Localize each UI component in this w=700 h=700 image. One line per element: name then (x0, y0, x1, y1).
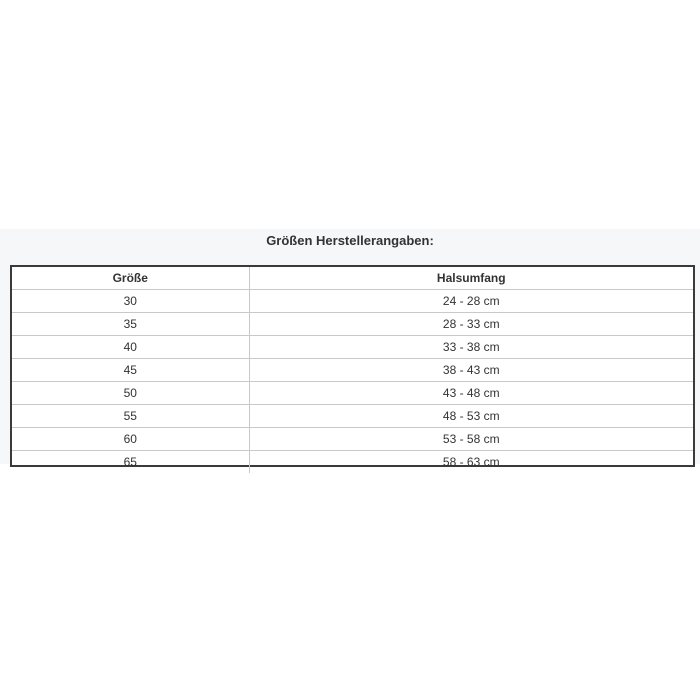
neck-circumference-cell: 53 - 58 cm (249, 428, 693, 451)
neck-circumference-cell: 24 - 28 cm (249, 290, 693, 313)
table-row (12, 382, 693, 405)
size-cell: 35 (12, 313, 249, 336)
size-table (12, 267, 693, 473)
table-row (12, 428, 693, 451)
neck-circumference-cell: 48 - 53 cm (249, 405, 693, 428)
table-row (12, 451, 693, 474)
column-header-neck-circumference: Halsumfang (249, 267, 693, 290)
size-cell: 55 (12, 405, 249, 428)
size-cell: 40 (12, 336, 249, 359)
size-cell: 60 (12, 428, 249, 451)
size-cell: 50 (12, 382, 249, 405)
size-cell: 30 (12, 290, 249, 313)
neck-circumference-cell: 28 - 33 cm (249, 313, 693, 336)
table-row (12, 313, 693, 336)
table-row (12, 405, 693, 428)
size-cell: 65 (12, 451, 249, 474)
neck-circumference-cell: 38 - 43 cm (249, 359, 693, 382)
table-row (12, 336, 693, 359)
column-header-size: Größe (12, 267, 249, 290)
neck-circumference-cell: 43 - 48 cm (249, 382, 693, 405)
size-table-container (10, 265, 695, 467)
table-row (12, 359, 693, 382)
size-cell: 45 (12, 359, 249, 382)
neck-circumference-cell: 33 - 38 cm (249, 336, 693, 359)
table-row (12, 290, 693, 313)
table-caption: Größen Herstellerangaben: (266, 233, 434, 248)
neck-circumference-cell: 58 - 63 cm (249, 451, 693, 474)
table-header-row (12, 267, 693, 290)
